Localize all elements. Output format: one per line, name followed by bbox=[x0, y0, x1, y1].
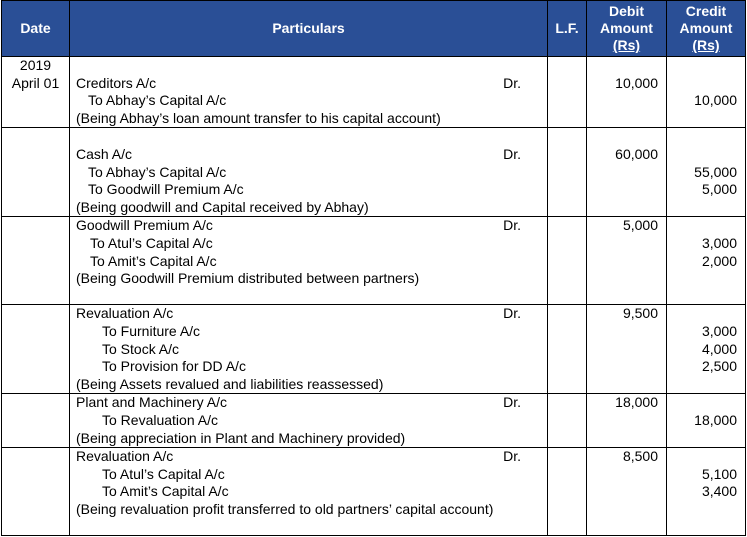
debit-account-name: Cash A/c bbox=[76, 145, 133, 162]
debit-account bbox=[76, 394, 541, 412]
entry-lf bbox=[548, 448, 587, 536]
debit-account bbox=[76, 217, 541, 235]
dr-marker: Dr. bbox=[503, 448, 521, 465]
debit-account-name: Goodwill Premium A/c bbox=[76, 217, 213, 234]
credit-amount: 18,000 bbox=[694, 411, 737, 428]
header-debit-line: Debit bbox=[609, 3, 644, 19]
credit-account: To Stock A/c bbox=[102, 340, 180, 357]
header-credit bbox=[667, 1, 746, 57]
entry-particulars bbox=[70, 448, 548, 536]
debit-account bbox=[76, 448, 541, 466]
entry-lf bbox=[548, 394, 587, 448]
entry-debit bbox=[587, 217, 667, 305]
credit-amount: 3,000 bbox=[701, 322, 737, 339]
credit-account: To Atul’s Capital A/c bbox=[90, 234, 213, 251]
dr-marker: Dr. bbox=[503, 394, 521, 411]
credit-amount: 10,000 bbox=[694, 92, 737, 109]
entry-credit bbox=[667, 305, 746, 394]
header-lf: L.F. bbox=[548, 1, 587, 57]
debit-amount: 10,000 bbox=[615, 74, 658, 91]
credit-amount: 2,500 bbox=[701, 358, 737, 375]
dr-marker: Dr. bbox=[503, 217, 521, 234]
debit-amount: 18,000 bbox=[615, 394, 658, 411]
entry-particulars bbox=[70, 217, 548, 305]
entry-particulars bbox=[70, 128, 548, 217]
debit-account bbox=[76, 146, 541, 164]
entry-credit bbox=[667, 217, 746, 305]
dr-marker: Dr. bbox=[503, 74, 521, 91]
header-credit-line: (Rs) bbox=[692, 37, 720, 53]
entry-lf bbox=[548, 57, 587, 128]
entry-date bbox=[2, 217, 70, 305]
credit-account: To Amit’s Capital A/c bbox=[90, 252, 217, 269]
credit-amount: 3,000 bbox=[701, 234, 737, 251]
credit-amount: 55,000 bbox=[694, 163, 737, 180]
journal-entry bbox=[2, 305, 746, 394]
debit-amount: 9,500 bbox=[622, 305, 658, 322]
entry-date bbox=[2, 305, 70, 394]
entry-particulars bbox=[70, 305, 548, 394]
narration: (Being revaluation profit transferred to old partners’ capital account) bbox=[76, 500, 494, 517]
credit-amount: 3,400 bbox=[701, 483, 737, 500]
credit-account: To Abhay’s Capital A/c bbox=[88, 163, 227, 180]
entry-date bbox=[2, 57, 70, 128]
entry-debit bbox=[587, 448, 667, 536]
header-debit-line: Amount bbox=[600, 20, 653, 36]
entry-lf bbox=[548, 305, 587, 394]
entry-lf bbox=[548, 128, 587, 217]
header-credit-line: Credit bbox=[685, 3, 727, 19]
entry-date bbox=[2, 394, 70, 448]
entry-date bbox=[2, 128, 70, 217]
debit-account-name: Creditors A/c bbox=[76, 74, 157, 91]
journal-entry bbox=[2, 57, 746, 128]
entry-debit bbox=[587, 128, 667, 217]
debit-account-name: Revaluation A/c bbox=[76, 305, 174, 322]
entry-debit bbox=[587, 394, 667, 448]
narration: (Being Goodwill Premium distributed between partners) bbox=[76, 270, 420, 287]
entry-credit bbox=[667, 448, 746, 536]
header-debit bbox=[587, 1, 667, 57]
debit-account bbox=[76, 305, 541, 323]
narration: (Being goodwill and Capital received by Abhay) bbox=[76, 198, 369, 215]
entry-credit bbox=[667, 394, 746, 448]
dr-marker: Dr. bbox=[503, 145, 521, 162]
entry-date bbox=[2, 448, 70, 536]
entry-particulars bbox=[70, 394, 548, 448]
credit-account: To Atul’s Capital A/c bbox=[102, 465, 225, 482]
narration: (Being Assets revalued and liabilities reassessed) bbox=[76, 375, 384, 392]
credit-amount: 2,000 bbox=[701, 252, 737, 269]
debit-account bbox=[76, 75, 541, 93]
credit-account: To Abhay’s Capital A/c bbox=[88, 92, 227, 109]
entry-lf bbox=[548, 217, 587, 305]
credit-account: To Goodwill Premium A/c bbox=[88, 181, 244, 198]
entry-debit bbox=[587, 57, 667, 128]
header-credit-line: Amount bbox=[679, 20, 733, 36]
journal-entry bbox=[2, 217, 746, 305]
dr-marker: Dr. bbox=[503, 305, 521, 322]
debit-account-name: Plant and Machinery A/c bbox=[76, 394, 227, 411]
journal-entry bbox=[2, 394, 746, 448]
credit-account: To Provision for DD A/c bbox=[102, 358, 246, 375]
entry-debit bbox=[587, 305, 667, 394]
narration: (Being Abhay’s loan amount transfer to his capital account) bbox=[76, 109, 441, 126]
debit-amount: 5,000 bbox=[622, 217, 658, 234]
credit-account: To Furniture A/c bbox=[102, 322, 201, 339]
entry-particulars bbox=[70, 57, 548, 128]
header-row bbox=[2, 1, 746, 57]
journal-entry bbox=[2, 128, 746, 217]
credit-amount: 4,000 bbox=[701, 340, 737, 357]
credit-amount: 5,100 bbox=[701, 465, 737, 482]
date-day: April 01 bbox=[11, 74, 60, 91]
credit-account: To Revaluation A/c bbox=[102, 411, 218, 428]
header-debit-line: (Rs) bbox=[612, 37, 641, 53]
debit-amount: 60,000 bbox=[615, 145, 658, 162]
date-year: 2019 bbox=[19, 57, 52, 73]
header-date: Date bbox=[2, 1, 70, 57]
credit-account: To Amit’s Capital A/c bbox=[102, 483, 229, 500]
header-particulars: Particulars bbox=[70, 1, 548, 57]
debit-amount: 8,500 bbox=[622, 448, 658, 465]
debit-account-name: Revaluation A/c bbox=[76, 448, 174, 465]
journal-entry bbox=[2, 448, 746, 536]
credit-amount: 5,000 bbox=[701, 181, 737, 198]
narration: (Being appreciation in Plant and Machinery provided) bbox=[76, 429, 406, 446]
entry-credit bbox=[667, 57, 746, 128]
journal-table bbox=[1, 0, 746, 536]
entry-credit bbox=[667, 128, 746, 217]
